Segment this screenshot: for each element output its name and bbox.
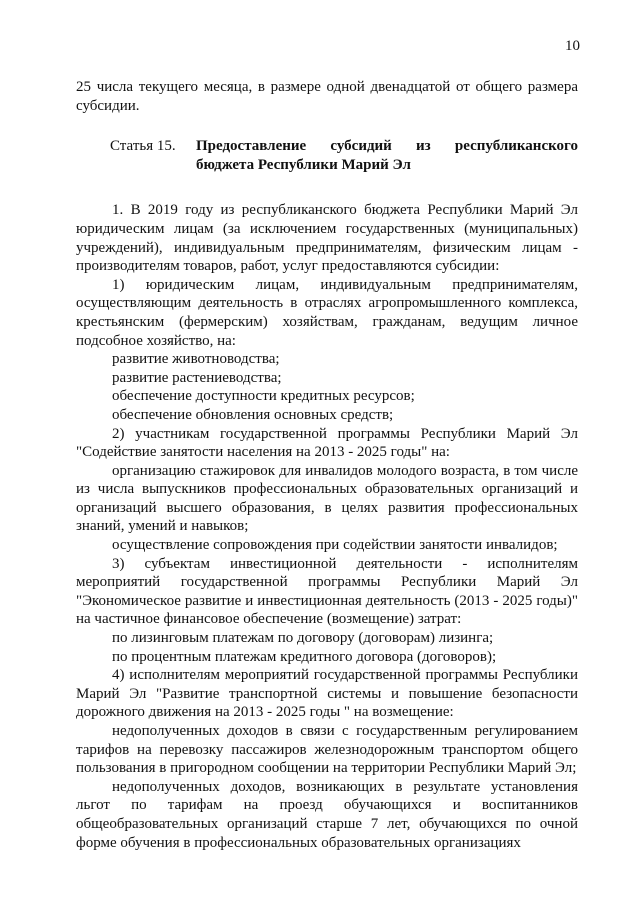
article-title: Предоставление субсидий из республиканского бюджета Республики Марий Эл [196,138,578,173]
list-item: обеспечение доступности кредитных ресурсов; [112,388,415,405]
paragraph: 1. В 2019 году из республиканского бюджета Республики Марий Эл юридическим лицам (за исключением государственных (муниципальных) учреждений), индивидуальным предпринимателям, физическим лицам - производителям товаров, работ, услуг предоставляются субсидии: [76,202,578,275]
paragraph: недополученных доходов в связи с государственным регулированием тарифов на перевозку пассажиров железнодорожным транспортом общего пользования в пригородном сообщении на территории Республики Марий Эл; [76,723,578,777]
page-number: 10 [565,38,580,54]
list-item: по процентным платежам кредитного договора (договоров); [112,648,497,665]
paragraph: 2) участникам государственной программы Республики Марий Эл "Содействие занятости населения на 2013 - 2025 годы" на: [76,425,578,461]
top-paragraph: 25 числа текущего месяца, в размере одной двенадцатой от общего размера субсидии. [76,79,578,114]
list-item: обеспечение обновления основных средств; [112,406,394,423]
paragraph: 1) юридическим лицам, индивидуальным предпринимателям, осуществляющим деятельность в отраслях агропромышленного комплекса, крестьянским (фермерским) хозяйствам, гражданам, ведущим личное подсобное хозяйство, на: [76,276,578,349]
list-item: осуществление сопровождения при содействии занятости инвалидов; [112,537,558,554]
document-text [76,78,578,852]
paragraph: 3) субъектам инвестиционной деятельности - исполнителям мероприятий государственной программы Республики Марий Эл "Экономическое развитие и инвестиционная деятельность (2013 - 2025 годы)" на частичное финансовое обеспечение (возмещение) затрат: [76,555,578,628]
article-heading [76,137,578,174]
list-item: развитие растениеводства; [112,369,282,386]
article-label: Статья 15. [110,138,176,155]
list-item: развитие животноводства; [112,351,280,368]
list-item: по лизинговым платежам по договору (договорам) лизинга; [112,630,494,647]
paragraph: 4) исполнителям мероприятий государственной программы Республики Марий Эл "Развитие транспортной системы и повышение безопасности дорожного движения на 2013 - 2025 годы " на возмещение: [76,667,578,721]
paragraph: организацию стажировок для инвалидов молодого возраста, в том числе из числа выпускников профессиональных образовательных организаций и организаций высшего образования, в целях развития профессиональных знаний, умений и навыков; [76,462,578,535]
paragraph: недополученных доходов, возникающих в результате установления льгот по тарифам на проезд обучающихся и воспитанников общеобразовательных организаций старше 7 лет, обучающихся по очной форме обучения в профессиональных образовательных организациях [76,778,578,851]
